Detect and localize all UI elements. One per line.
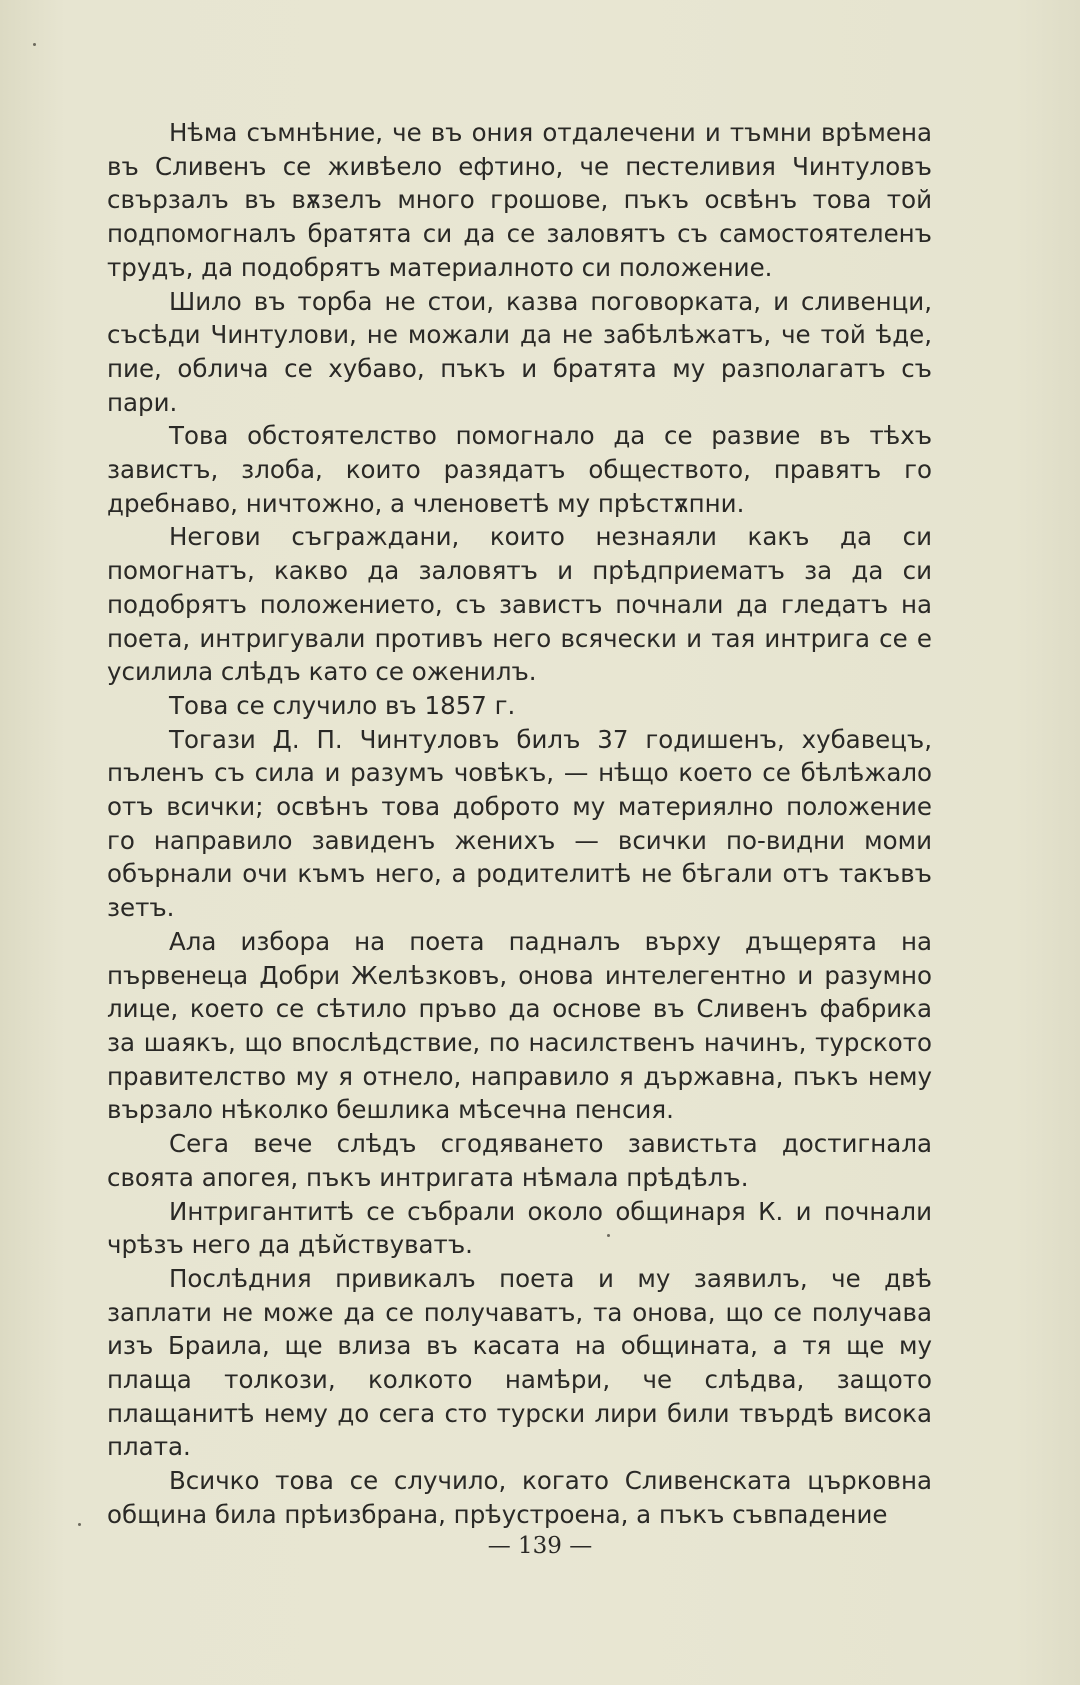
paragraph-1: Нѣма съмнѣние, че въ ония отдалечени и тъмни врѣмена въ Сливенъ се живѣело ефтино, че пестеливия Чинтуловъ свързалъ въ вѫзелъ много грошове, пъкъ освѣнъ това той подпомогналъ братята си да се заловятъ съ самостоятеленъ трудъ, да подобрятъ материалното си положение. (107, 118, 932, 282)
paragraph-2: Шило въ торба не стои, казва поговорката, и сливенци, съсѣди Чинтулови, не можали да не забѣлѣжатъ, че той ѣде, пие, облича се хубаво, пъкъ и братята му разполагатъ съ пари. (107, 286, 932, 417)
paragraph-6: Тогази Д. П. Чинтуловъ билъ 37 годишенъ, хубавецъ, пъленъ съ сила и разумъ човѣкъ, — нѣщо което се бѣлѣжало отъ всички; освѣнъ това доброто му материялно положение го направило завиденъ женихъ — всички по-видни моми обърнали очи къмъ него, а родителитѣ не бѣгали отъ такъвъ зетъ. (107, 724, 932, 923)
paragraph-9: Интригантитѣ се събрали около общинаря К. и почнали чрѣзъ него да дѣйствуватъ. (107, 1196, 932, 1260)
paper-speck (33, 43, 36, 46)
page-number: — 139 — (487, 1533, 593, 1559)
paper-speck (607, 1234, 610, 1237)
paper-speck (78, 1523, 81, 1526)
paragraph-11: Всичко това се случило, когато Сливенската църковна община била прѣизбрана, прѣустроена, а пъкъ съвпадение (107, 1466, 932, 1529)
paragraph-10: Послѣдния привикалъ поета и му заявилъ, че двѣ заплати не може да се получаватъ, та онова, що се получава изъ Браила, ще влиза въ касата на общината, а тя ще му плаща толкози, колкото намѣри, че слѣдва, защото плащанитѣ нему до сега сто турски лири били твърдѣ висока плата. (107, 1263, 932, 1462)
paragraph-8: Сега вече слѣдъ сгодяването завистьта достигнала своята апогея, пъкъ интригата нѣмала прѣдѣлъ. (107, 1129, 932, 1192)
paragraph-5: Това се случило въ 1857 г. (169, 690, 516, 720)
paragraph-4: Негови съграждани, които незнаяли какъ да си помогнатъ, какво да заловятъ и прѣдприематъ за да си подобрятъ положението, съ завистъ почнали да гледатъ на поета, интригували противъ него всячески и тая интрига се е усилила слѣдъ като се оженилъ. (107, 522, 932, 687)
body-text (107, 116, 932, 1532)
paragraph-3: Това обстоятелство помогнало да се развие въ тѣхъ завистъ, злоба, които разядатъ обществото, правятъ го дребнаво, ничтожно, а членоветѣ му прѣстѫпни. (107, 421, 932, 518)
paragraph-7: Ала избора на поета падналъ върху дъщерята на първенеца Добри Желѣзковъ, онова интелегентно и разумно лице, което се сѣтило пръво да основе въ Сливенъ фабрика за шаякъ, що впослѣдствие, по насилственъ начинъ, турското правителство му я отнело, направило я държавна, пъкъ нему вързало нѣколко бешлика мѣсечна пенсия. (107, 926, 932, 1125)
